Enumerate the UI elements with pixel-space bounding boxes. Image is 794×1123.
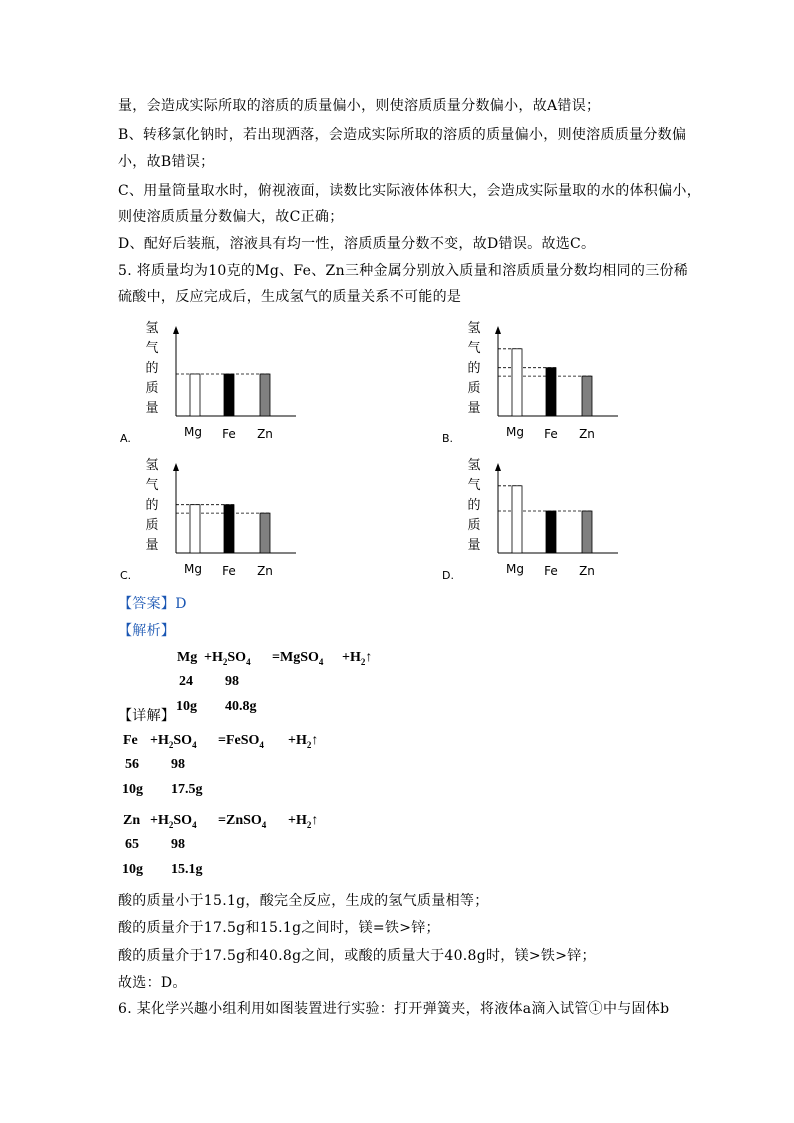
equation-acid: $+H_2SO_4$ — [150, 733, 197, 750]
bar-fe — [546, 368, 556, 416]
question-6: 6. 某化学兴趣小组利用如图装置进行实验：打开弹簧夹，将液体a滴入试管①中与固体b — [118, 1001, 670, 1017]
bar-zn — [582, 376, 592, 416]
y-axis-label: 气 — [145, 341, 159, 356]
y-axis-label: 量 — [145, 538, 159, 553]
text-line: B、转移氯化钠时，若出现洒落，会造成实际所取的溶质的质量偏小，则使溶质质量分数偏 — [118, 127, 687, 143]
y-axis-label: 的 — [467, 361, 481, 376]
equation-value: 15.1g — [171, 862, 203, 877]
x-tick-label: Mg — [506, 425, 524, 439]
equation-acid: $+H_2SO_4$ — [150, 813, 197, 830]
y-axis-label: 气 — [467, 478, 481, 493]
x-tick-label: Zn — [257, 564, 273, 578]
equation-salt: =ZnSO$_4$ — [218, 813, 267, 830]
y-axis-label: 气 — [467, 341, 481, 356]
y-axis-arrow — [173, 463, 179, 471]
y-axis-label: 的 — [145, 361, 159, 376]
x-tick-label: Mg — [184, 425, 202, 439]
y-axis-label: 氢 — [467, 458, 481, 473]
equation-hydrogen: $+H_2↑$ — [342, 650, 373, 667]
equation-value: 40.8g — [225, 699, 257, 714]
y-axis-label: 量 — [467, 538, 481, 553]
chart-a — [118, 318, 318, 448]
bar-zn — [260, 513, 270, 553]
y-axis-label: 质 — [145, 518, 159, 533]
y-axis-arrow — [495, 463, 501, 471]
y-axis-label: 量 — [467, 401, 481, 416]
text-line: D、配好后装瓶，溶液具有均一性，溶质质量分数不变，故D错误。故选C。 — [118, 236, 596, 252]
equation-metal: Mg — [177, 650, 198, 665]
equation-value: 24 — [179, 674, 193, 689]
bar-fe — [224, 505, 234, 553]
y-axis-label: 氢 — [145, 321, 159, 336]
equation-value: 98 — [171, 837, 185, 852]
equation-acid: $+H_2SO_4$ — [204, 650, 251, 667]
equation-value: 10g — [122, 782, 143, 797]
x-tick-label: Zn — [579, 564, 595, 578]
equation-salt: =FeSO$_4$ — [218, 733, 264, 750]
y-axis-label: 量 — [145, 401, 159, 416]
y-axis-label: 质 — [145, 381, 159, 396]
bar-mg — [512, 349, 522, 416]
x-tick-label: Mg — [184, 562, 202, 576]
equation-metal: Zn — [123, 813, 141, 828]
analysis-label: 【解析】 — [118, 623, 176, 639]
equation-value: 56 — [125, 757, 139, 772]
conclusion-line: 故选：D。 — [118, 975, 187, 991]
y-axis-label: 气 — [145, 478, 159, 493]
equation-metal: Fe — [123, 733, 138, 748]
question-5: 5. 将质量均为10克的Mg、Fe、Zn三种金属分别放入质量和溶质质量分数均相同的三份稀 — [118, 263, 689, 279]
option-label: B. — [442, 432, 454, 445]
y-axis-arrow — [495, 326, 501, 334]
bar-fe — [546, 511, 556, 553]
text-line: 硫酸中，反应完成后，生成氢气的质量关系不可能的是 — [118, 289, 462, 305]
equation-value: 65 — [125, 837, 139, 852]
equation-value: 10g — [122, 862, 143, 877]
conclusion-line: 酸的质量小于15.1g，酸完全反应，生成的氢气质量相等； — [118, 893, 489, 909]
y-axis-label: 氢 — [145, 458, 159, 473]
chart-d — [440, 455, 640, 585]
chart-c — [118, 455, 318, 585]
x-tick-label: Fe — [222, 564, 236, 578]
y-axis-label: 氢 — [467, 321, 481, 336]
x-tick-label: Fe — [544, 564, 558, 578]
bar-zn — [582, 511, 592, 553]
bar-mg — [190, 374, 200, 416]
x-tick-label: Fe — [222, 427, 236, 441]
text-line: 则使溶质质量分数偏大，故C正确； — [118, 209, 344, 225]
equation-value: 10g — [176, 699, 197, 714]
x-tick-label: Fe — [544, 427, 558, 441]
equation-value: 98 — [171, 757, 185, 772]
bar-zn — [260, 374, 270, 416]
conclusion-line: 酸的质量介于17.5g和15.1g之间时，镁=铁>锌； — [118, 920, 440, 936]
detail-label: 【详解】 — [118, 708, 176, 724]
chart-b — [440, 318, 640, 448]
equation-salt: =MgSO$_4$ — [272, 650, 324, 667]
equation-hydrogen: $+H_2↑$ — [288, 733, 319, 750]
y-axis-label: 的 — [467, 498, 481, 513]
equation-hydrogen: $+H_2↑$ — [288, 813, 319, 830]
y-axis-label: 质 — [467, 381, 481, 396]
y-axis-arrow — [173, 326, 179, 334]
text-line: 量，会造成实际所取的溶质的质量偏小，则使溶质质量分数偏小，故A错误； — [118, 98, 601, 114]
equation-value: 98 — [225, 674, 239, 689]
x-tick-label: Mg — [506, 562, 524, 576]
y-axis-label: 质 — [467, 518, 481, 533]
option-label: C. — [120, 569, 132, 582]
bar-fe — [224, 374, 234, 416]
x-tick-label: Zn — [257, 427, 273, 441]
y-axis-label: 的 — [145, 498, 159, 513]
equation-value: 17.5g — [171, 782, 203, 797]
text-line: 小，故B错误； — [118, 154, 215, 170]
bar-mg — [190, 505, 200, 553]
conclusion-line: 酸的质量介于17.5g和40.8g之间，或酸的质量大于40.8g时，镁>铁>锌； — [118, 948, 596, 964]
answer-label: 【答案】D — [118, 596, 187, 612]
bar-mg — [512, 486, 522, 553]
text-line: C、用量筒量取水时，俯视液面，读数比实际液体体积大，会造成实际量取的水的体积偏小， — [118, 183, 702, 199]
option-label: D. — [442, 569, 454, 582]
x-tick-label: Zn — [579, 427, 595, 441]
option-label: A. — [120, 432, 131, 445]
